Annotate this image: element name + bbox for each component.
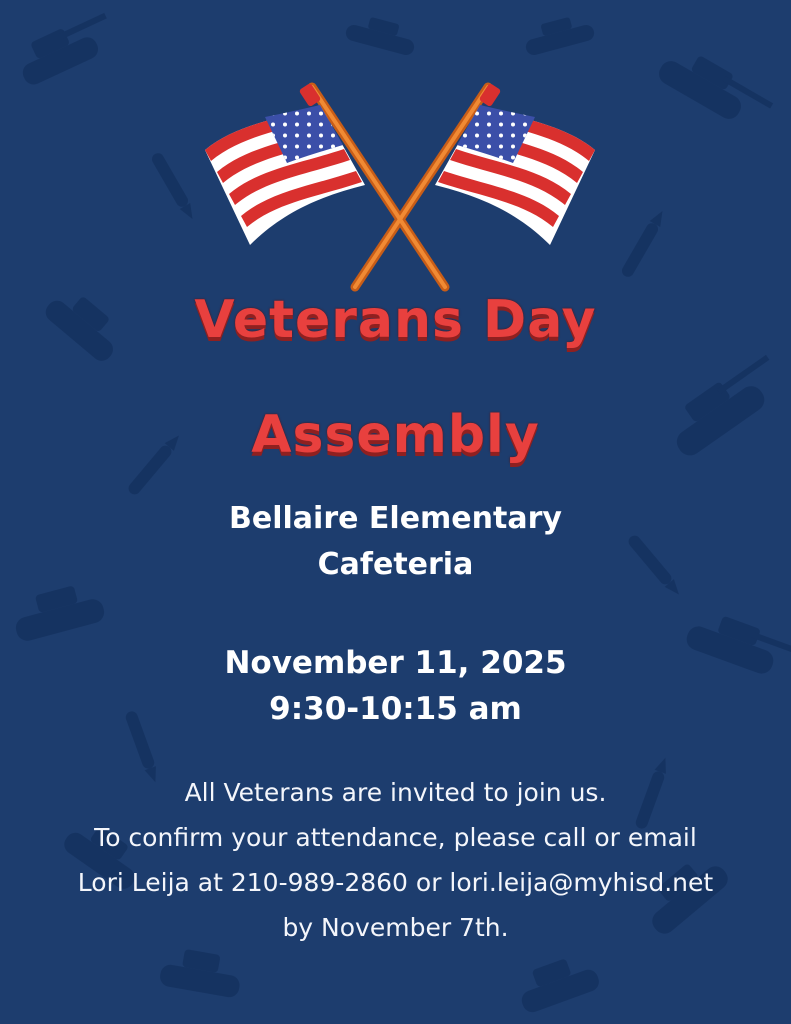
title-line-1: Veterans Day — [194, 290, 597, 350]
crossed-american-flags-icon — [195, 75, 605, 300]
event-time: 9:30-10:15 am — [269, 691, 522, 727]
event-datetime — [0, 640, 791, 732]
venue-name: Bellaire Elementary — [229, 501, 562, 536]
info-line-4: by November 7th. — [282, 913, 509, 942]
rsvp-info — [0, 770, 791, 950]
event-date: November 11, 2025 — [224, 645, 567, 681]
venue-room: Cafeteria — [317, 547, 474, 582]
info-line-1: All Veterans are invited to join us. — [184, 778, 607, 807]
info-line-2: To confirm your attendance, please call or email — [94, 823, 697, 852]
title-line-2: Assembly — [251, 405, 540, 465]
venue — [0, 496, 791, 588]
info-line-3: Lori Leija at 210-989-2860 or lori.leija@myhisd.net — [77, 868, 714, 897]
